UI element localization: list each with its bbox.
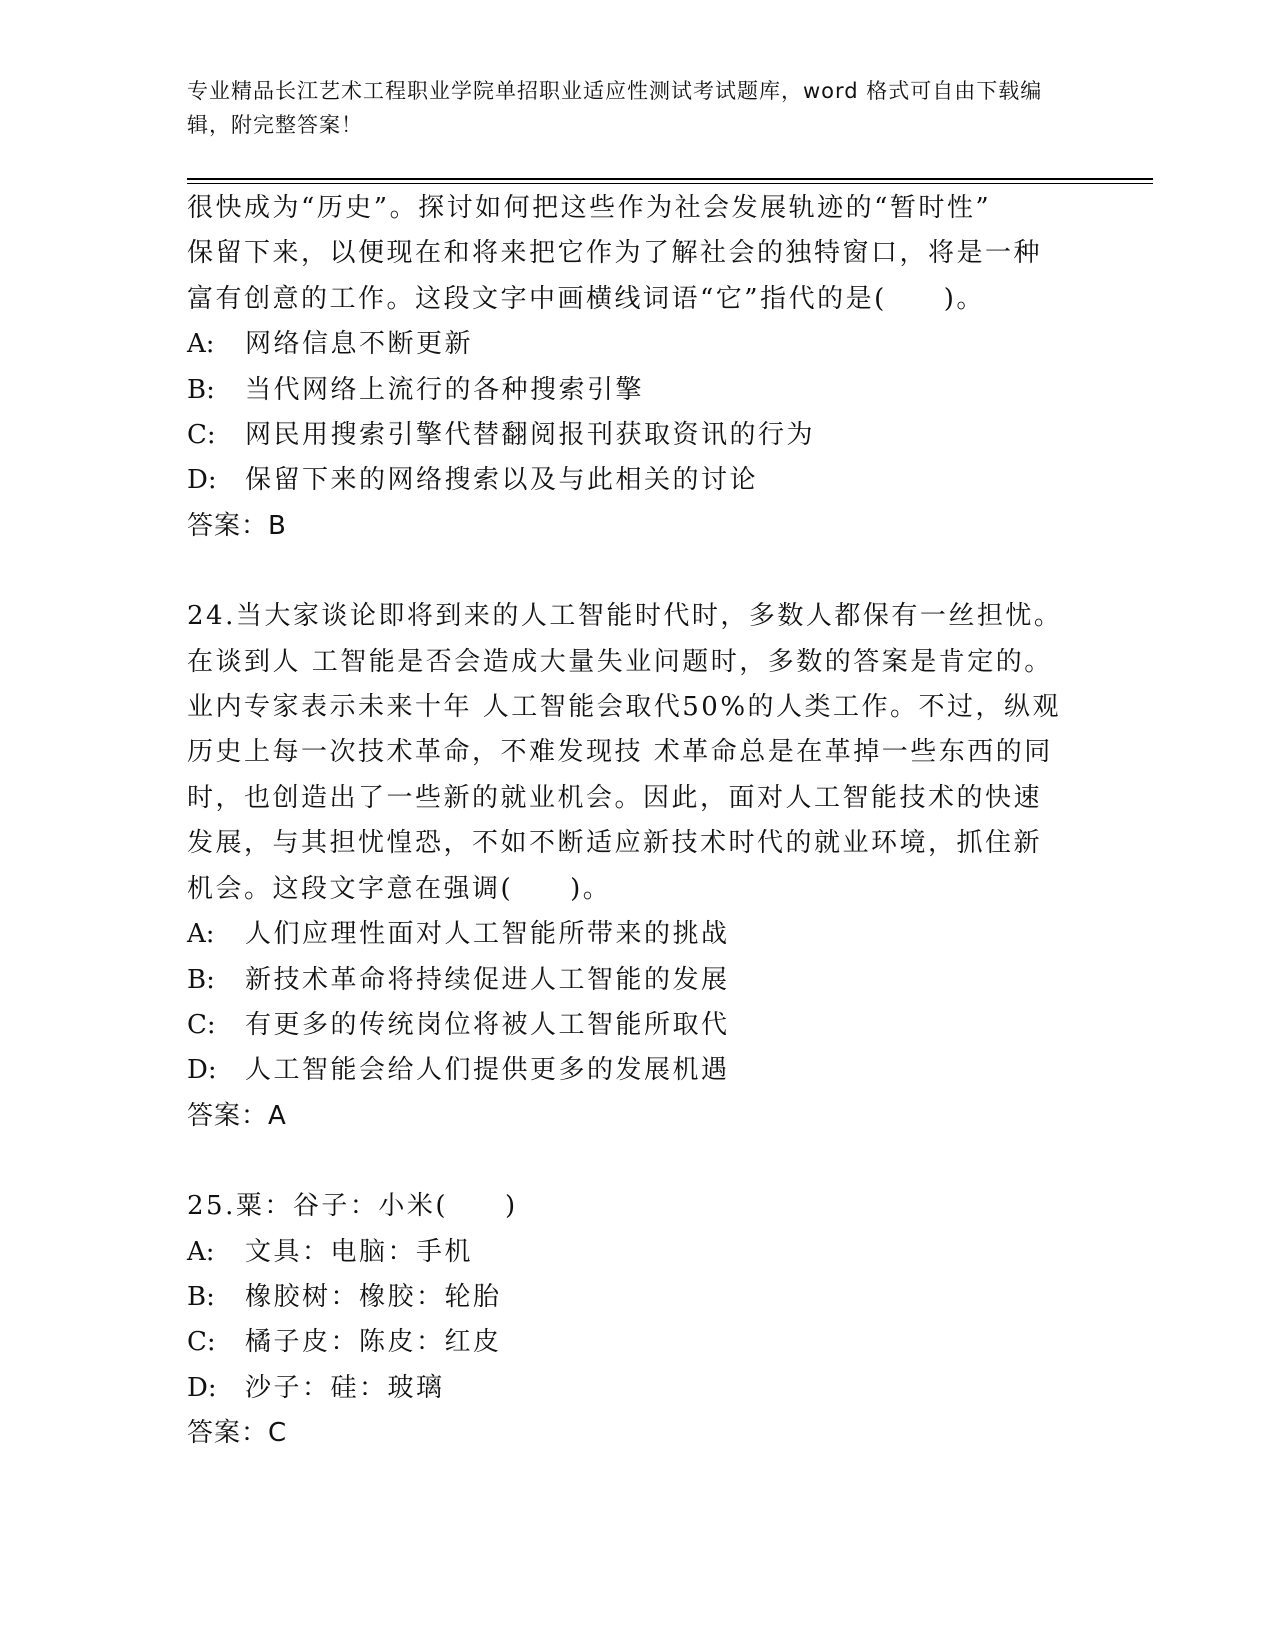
option-d — [187, 1366, 1087, 1411]
spacer — [187, 1139, 1087, 1184]
option-text: 人们应理性面对人工智能所带来的挑战 — [245, 919, 730, 950]
option-letter: D: — [187, 465, 217, 496]
option-b — [187, 958, 1087, 1003]
question-line: 业内专家表示未来十年 人工智能会取代50%的人类工作。不过，纵观 — [187, 692, 1062, 723]
option-a — [187, 1230, 1087, 1275]
question-line: 发展，与其担忧惶恐，不如不断适应新技术时代的就业环境，抓住新 — [187, 828, 1043, 859]
answer: 答案：B — [187, 510, 287, 541]
question-line: 很快成为“历史”。探讨如何把这些作为社会发展轨迹的“暂时性” — [187, 193, 992, 223]
option-text: 新技术革命将持续促进人工智能的发展 — [245, 964, 730, 995]
question-text — [187, 1184, 1087, 1229]
option-d — [187, 458, 1087, 503]
option-letter: B: — [187, 1281, 215, 1312]
answer: 答案：C — [187, 1418, 288, 1449]
option-text: 当代网络上流行的各种搜索引擎 — [245, 374, 645, 405]
header-divider-thin — [187, 183, 1153, 184]
question-line: 保留下来，以便现在和将来把它作为了解社会的独特窗口，将是一种 — [187, 238, 1043, 269]
option-text: 橡胶树：橡胶：轮胎 — [245, 1281, 502, 1312]
option-b — [187, 368, 1087, 413]
question-24 — [187, 594, 1087, 1139]
option-a — [187, 912, 1087, 957]
question-25 — [187, 1184, 1087, 1456]
option-text: 有更多的传统岗位将被人工智能所取代 — [245, 1009, 730, 1040]
option-c — [187, 1003, 1087, 1048]
option-d — [187, 1048, 1087, 1093]
option-letter: A: — [187, 919, 215, 950]
option-text: 人工智能会给人们提供更多的发展机遇 — [245, 1055, 730, 1086]
option-letter: B: — [187, 964, 215, 995]
option-a — [187, 322, 1087, 367]
question-line: 富有创意的工作。这段文字中画横线词语“它”指代的是( )。 — [187, 283, 985, 314]
option-letter: C: — [187, 1009, 216, 1040]
option-letter: D: — [187, 1055, 217, 1086]
spacer — [187, 549, 1087, 594]
question-line: 机会。这段文字意在强调( )。 — [187, 873, 612, 904]
question-line: 25.粟：谷子：小米( ) — [187, 1191, 518, 1222]
page-header: 专业精品长江艺术工程职业学院单招职业适应性测试考试题库，word 格式可自由下载编辑，附完整答案！ — [187, 79, 1043, 137]
option-text: 网民用搜索引擎代替翻阅报刊获取资讯的行为 — [245, 420, 816, 451]
option-c — [187, 1320, 1087, 1365]
option-letter: C: — [187, 1327, 216, 1358]
option-letter: A: — [187, 1236, 215, 1267]
question-23 — [187, 186, 1087, 549]
option-letter: D: — [187, 1372, 217, 1403]
option-letter: A: — [187, 329, 215, 360]
option-text: 文具：电脑：手机 — [245, 1236, 474, 1267]
option-c — [187, 413, 1087, 458]
option-text: 橘子皮：陈皮：红皮 — [245, 1327, 502, 1358]
option-letter: B: — [187, 374, 215, 405]
document-body — [187, 186, 1087, 1457]
question-line: 24.当大家谈论即将到来的人工智能时代时，多数人都保有一丝担忧。 — [187, 601, 1063, 632]
question-text — [187, 186, 1087, 322]
answer: 答案：A — [187, 1100, 287, 1131]
header-divider-thick — [187, 178, 1153, 180]
option-text: 保留下来的网络搜索以及与此相关的讨论 — [245, 465, 759, 496]
question-line: 历史上每一次技术革命，不难发现技 术革命总是在革掉一些东西的同 — [187, 737, 1053, 768]
option-text: 沙子：硅：玻璃 — [245, 1372, 445, 1403]
option-b — [187, 1275, 1087, 1320]
question-text — [187, 594, 1087, 912]
question-line: 时，也创造出了一些新的就业机会。因此，面对人工智能技术的快速 — [187, 782, 1043, 813]
option-text: 网络信息不断更新 — [245, 329, 474, 360]
question-line: 在谈到人 工智能是否会造成大量失业问题时，多数的答案是肯定的。 — [187, 646, 1053, 677]
option-letter: C: — [187, 420, 216, 451]
